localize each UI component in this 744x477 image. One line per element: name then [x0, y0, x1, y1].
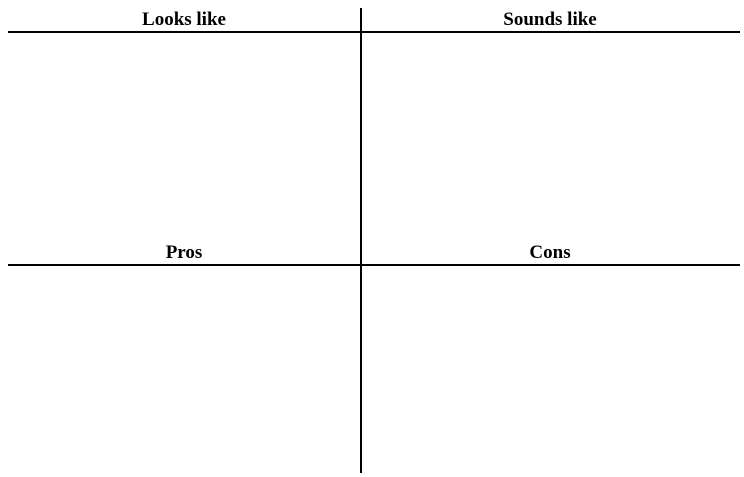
cons-heading: Cons — [529, 242, 571, 263]
pros-area[interactable] — [8, 266, 360, 473]
pros-heading: Pros — [165, 242, 203, 263]
looks-like-heading: Looks like — [142, 9, 226, 30]
sounds-like-heading: Sounds like — [503, 9, 597, 30]
cons-area[interactable] — [362, 266, 740, 473]
looks-like-area[interactable] — [8, 33, 360, 264]
sounds-like-area[interactable] — [362, 33, 740, 264]
